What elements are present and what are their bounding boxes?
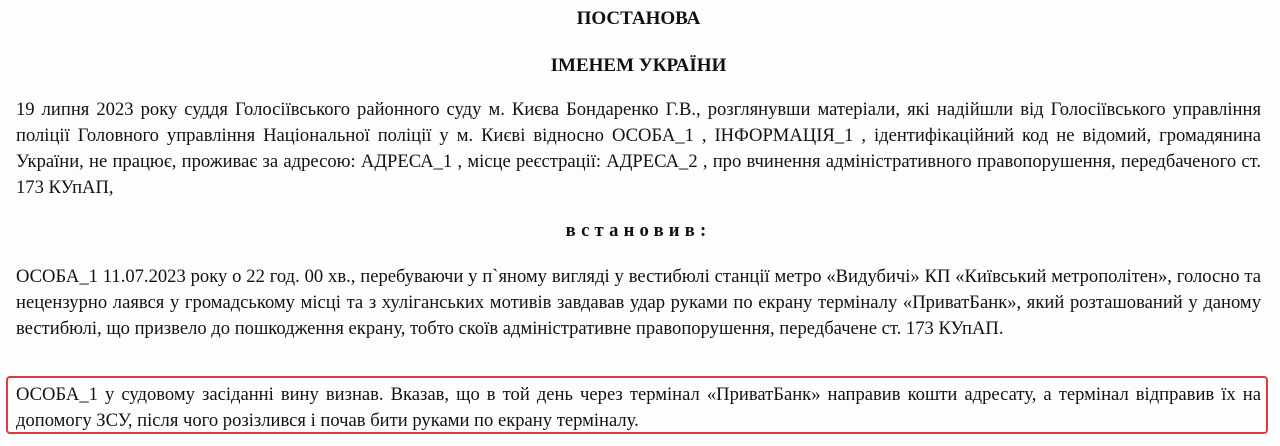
intro-paragraph: 19 липня 2023 року суддя Голосіївського районного суду м. Києва Бондаренко Г.В., розглянувши матеріали, які надійшли від Голосіївського управління поліції Головного управління Національної поліції у м. Києві відносно ОСОБА_1 , ІНФОРМАЦІЯ_1 , ідентифікаційний код не відомий, громадянина України, не працює, проживає за адресою: АДРЕСА_1 , місце реєстрації: АДРЕСА_2 , про вчинення адміністративного правопорушення, передбаченого ст. 173 КУпАП, [16,99,1261,198]
section-heading-established: встановив: [565,220,712,241]
document-title: ПОСТАНОВА [576,8,701,29]
document-subtitle: ІМЕНЕМ УКРАЇНИ [550,55,727,76]
highlight-frame [6,376,1268,434]
highlighted-paragraph: ОСОБА_1 у судовому засіданні вину визнав. Вказав, що в той день через термінал «ПриватБанк» направив кошти адресату, а термінал відправив їх на допомогу ЗСУ, після чого розізлився і почав бити руками по екрану терміналу. [16,384,1261,431]
facts-paragraph: ОСОБА_1 11.07.2023 року о 22 год. 00 хв., перебуваючи у п`яному вигляді у вестибюлі станції метро «Видубичі» КП «Київський метрополітен», голосно та нецензурно лаявся у громадському місці та з хуліганських мотивів завдавав удар руками по екрану терміналу «ПриватБанк», який розташований у даному вестибюлі, що призвело до пошкодження екрану, тобто скоїв адміністративне правопорушення, передбачене ст. 173 КУпАП. [16,266,1261,339]
